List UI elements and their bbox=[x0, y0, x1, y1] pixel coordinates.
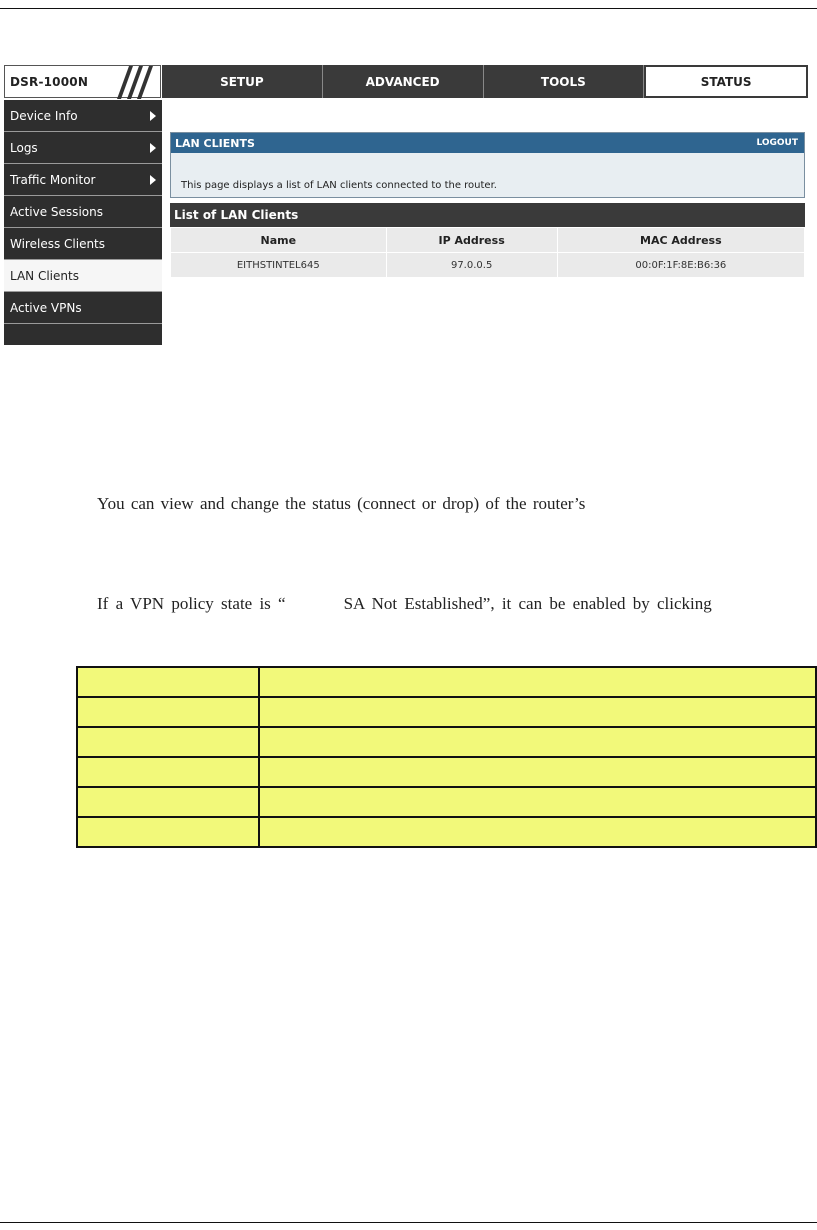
sidebar-item-label: Device Info bbox=[10, 108, 78, 123]
sidebar-item-lan-clients[interactable] bbox=[4, 260, 162, 292]
table-cell bbox=[77, 757, 259, 787]
table-row bbox=[77, 817, 816, 847]
sidebar-item-label: Active VPNs bbox=[10, 300, 82, 315]
sidebar-item-traffic-monitor[interactable] bbox=[4, 164, 162, 196]
tab-setup[interactable]: SETUP bbox=[162, 65, 323, 98]
body-paragraph: You can view and change the status (connect or drop) of the router’s bbox=[97, 494, 586, 513]
column-header-mac: MAC Address bbox=[557, 228, 804, 253]
table-row[interactable] bbox=[171, 253, 805, 278]
sidebar-item-label: Wireless Clients bbox=[10, 236, 106, 251]
table-cell bbox=[259, 757, 816, 787]
lan-clients-table bbox=[170, 227, 805, 278]
sidebar-item-label: Logs bbox=[10, 140, 38, 155]
column-header-ip: IP Address bbox=[386, 228, 557, 253]
table-row bbox=[77, 667, 816, 697]
main-content bbox=[170, 132, 805, 278]
sidebar-item-label: LAN Clients bbox=[10, 268, 79, 283]
lan-clients-list bbox=[170, 203, 805, 278]
sidebar-item-wireless-clients[interactable] bbox=[4, 228, 162, 260]
tab-tools[interactable]: TOOLS bbox=[484, 65, 645, 98]
brand-logo bbox=[4, 65, 161, 98]
sidebar-item-device-info[interactable] bbox=[4, 100, 162, 132]
sidebar-item-logs[interactable] bbox=[4, 132, 162, 164]
sidebar-item-label: Active Sessions bbox=[10, 204, 103, 219]
client-name-cell: EITHSTINTEL645 bbox=[171, 253, 387, 278]
info-panel bbox=[170, 132, 805, 198]
header-rule bbox=[0, 8, 817, 9]
page-description: This page displays a list of LAN clients connected to the router. bbox=[181, 180, 497, 191]
panel-header bbox=[171, 133, 804, 153]
sidebar-item-active-vpns[interactable] bbox=[4, 292, 162, 324]
sidebar-item-active-sessions[interactable] bbox=[4, 196, 162, 228]
table-row bbox=[77, 727, 816, 757]
table-cell bbox=[77, 817, 259, 847]
sidebar-item-label: Traffic Monitor bbox=[10, 172, 96, 187]
table-cell bbox=[77, 667, 259, 697]
table-cell bbox=[259, 787, 816, 817]
chevron-right-icon bbox=[150, 175, 156, 185]
logout-link[interactable]: LOGOUT bbox=[756, 138, 798, 148]
router-ui-screenshot bbox=[0, 64, 809, 345]
table-row bbox=[77, 697, 816, 727]
client-mac-cell: 00:0F:1F:8E:B6:36 bbox=[557, 253, 804, 278]
column-header-name: Name bbox=[171, 228, 387, 253]
table-row bbox=[77, 787, 816, 817]
sidebar bbox=[4, 100, 162, 345]
body-paragraph: If a VPN policy state is “ SA Not Established”, it can be enabled by clicking bbox=[97, 594, 712, 613]
chevron-right-icon bbox=[150, 143, 156, 153]
top-nav bbox=[162, 65, 808, 98]
table-row bbox=[77, 757, 816, 787]
table-cell bbox=[77, 787, 259, 817]
list-title: List of LAN Clients bbox=[170, 203, 805, 227]
table-cell bbox=[259, 697, 816, 727]
table-cell bbox=[77, 727, 259, 757]
tab-status[interactable]: STATUS bbox=[644, 65, 808, 98]
table-cell bbox=[259, 817, 816, 847]
page-title: LAN CLIENTS bbox=[175, 136, 255, 150]
tab-advanced[interactable]: ADVANCED bbox=[323, 65, 484, 98]
table-cell bbox=[259, 727, 816, 757]
table-header-row bbox=[171, 228, 805, 253]
table-cell bbox=[259, 667, 816, 697]
footer-rule bbox=[0, 1222, 817, 1223]
highlighted-table bbox=[76, 666, 817, 848]
chevron-right-icon bbox=[150, 111, 156, 121]
brand-name: DSR-1000N bbox=[10, 75, 89, 89]
client-ip-cell: 97.0.0.5 bbox=[386, 253, 557, 278]
table-cell bbox=[77, 697, 259, 727]
